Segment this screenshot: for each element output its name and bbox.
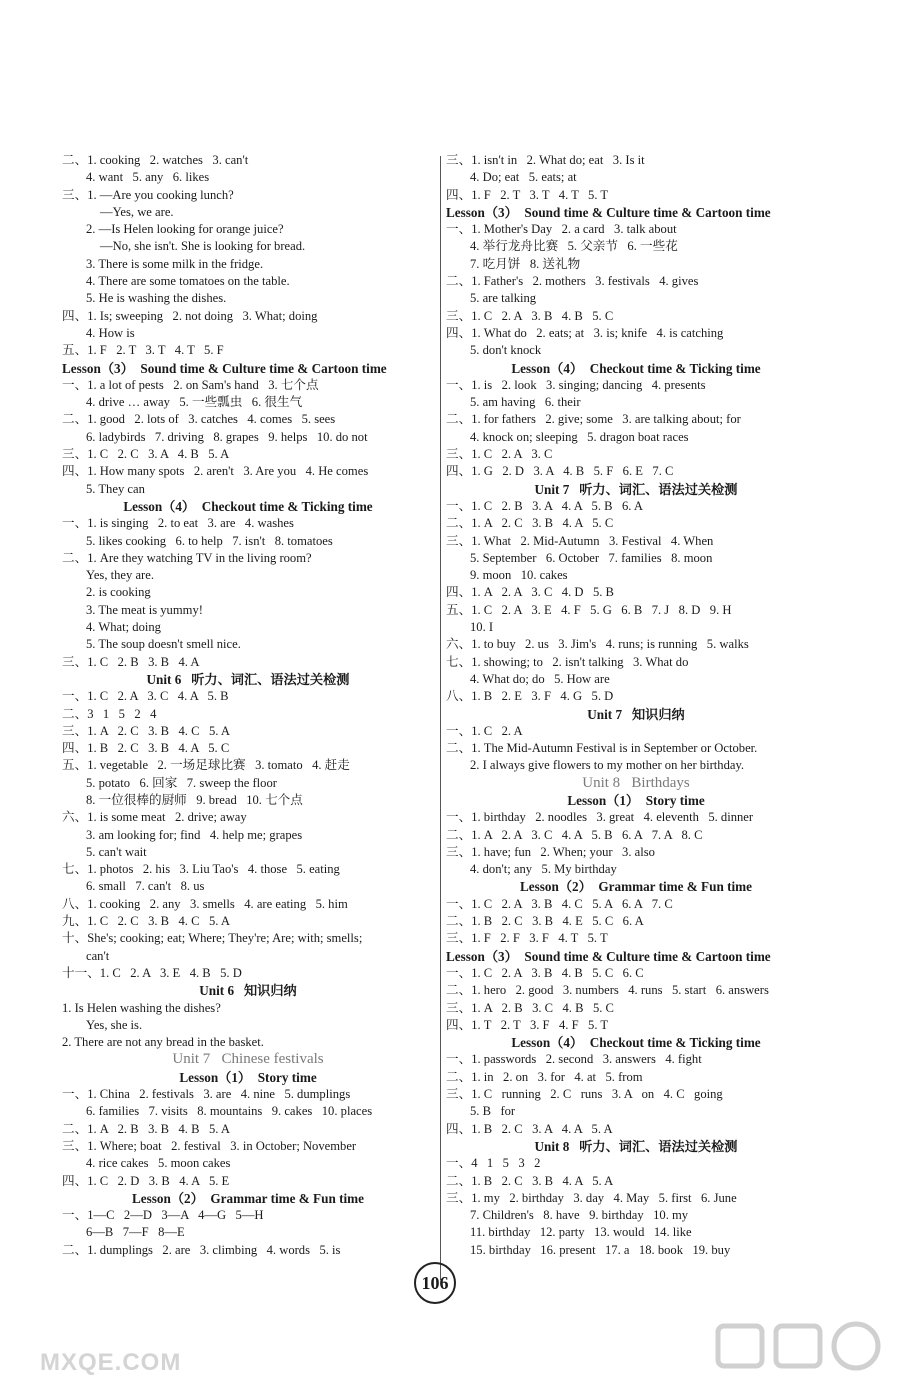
answer-line: 5. B for <box>470 1104 516 1119</box>
answer-line: 二、1. cooking 2. watches 3. can't <box>62 153 249 167</box>
answer-line: 四、1. B 2. C 3. B 4. A 5. C <box>62 741 230 756</box>
answer-line: 四、1. What do 2. eats; at 3. is; knife 4. is catching <box>446 325 724 340</box>
answer-line: 1. Is Helen washing the dishes? <box>62 1000 221 1015</box>
answer-line: 一、1. China 2. festivals 3. are 4. nine 5. dumplings <box>62 1087 351 1102</box>
page-number: 106 <box>414 1262 456 1304</box>
answer-line: 一、1. C 2. A 3. B 4. B 5. C 6. C <box>446 965 644 980</box>
answer-line: 4. rice cakes 5. moon cakes <box>86 1156 231 1171</box>
left-column <box>62 152 434 1259</box>
answer-line: 九、1. C 2. C 3. B 4. C 5. A <box>62 914 230 929</box>
answer-line: 3. am looking for; find 4. help me; grapes <box>86 827 303 842</box>
answer-line: 三、1. C 2. A 3. C <box>446 447 553 462</box>
section-heading: Lesson（1） Story time <box>567 792 705 808</box>
answer-line: 一、1. is 2. look 3. singing; dancing 4. presents <box>446 377 706 392</box>
answer-line: 二、1. dumplings 2. are 3. climbing 4. words 5. is <box>62 1242 341 1257</box>
answer-line: 三、1. isn't in 2. What do; eat 3. Is it <box>446 153 645 167</box>
answer-line: 7. Children's 8. have 9. birthday 10. my <box>470 1208 689 1223</box>
answer-line: 四、1. B 2. C 3. A 4. A 5. A <box>446 1121 613 1136</box>
answer-line: 一、1. a lot of pests 2. on Sam's hand 3. 七个点 <box>62 377 319 392</box>
answer-line: 一、1. C 2. A <box>446 723 523 738</box>
answer-line: 一、1. C 2. B 3. A 4. A 5. B 6. A <box>446 498 643 513</box>
answer-line: 4. There are some tomatoes on the table. <box>86 274 290 289</box>
answer-line: 4. 举行龙舟比赛 5. 父亲节 6. 一些花 <box>470 239 678 254</box>
answer-line: 二、1. in 2. on 3. for 4. at 5. from <box>446 1069 643 1084</box>
answer-line: 5. The soup doesn't smell nice. <box>86 637 241 652</box>
answer-line: 八、1. cooking 2. any 3. smells 4. are eating 5. him <box>62 896 348 911</box>
answer-line: 4. What; doing <box>86 620 161 635</box>
answer-line: 一、1. birthday 2. noodles 3. great 4. eleventh 5. dinner <box>446 810 754 825</box>
column-divider <box>440 156 441 1280</box>
answer-line: 三、1. C running 2. C runs 3. A on 4. C going <box>446 1087 723 1102</box>
answer-line: 二、1. The Mid-Autumn Festival is in September or October. <box>446 741 758 756</box>
answer-line: 六、1. is some meat 2. drive; away <box>62 810 247 825</box>
answer-line: 一、1. C 2. A 3. C 4. A 5. B <box>62 689 229 704</box>
answer-line: 四、1. Is; sweeping 2. not doing 3. What; doing <box>62 308 318 323</box>
section-heading: Unit 7 知识归纳 <box>587 706 685 722</box>
answer-line: 三、1. C 2. A 3. B 4. B 5. C <box>446 308 614 323</box>
section-heading: Unit 6 知识归纳 <box>199 983 297 999</box>
answer-line: —No, she isn't. She is looking for bread. <box>100 239 306 254</box>
answer-line: 6. families 7. visits 8. mountains 9. cakes 10. places <box>86 1104 373 1119</box>
answer-line: 三、1. C 2. B 3. B 4. A <box>62 654 200 669</box>
answer-line: 5. are talking <box>470 291 537 306</box>
answer-line: 六、1. to buy 2. us 3. Jim's 4. runs; is running 5. walks <box>446 637 749 652</box>
answer-line: 二、1. A 2. C 3. B 4. A 5. C <box>446 516 614 531</box>
answer-line: 7. 吃月饼 8. 送礼物 <box>470 256 581 271</box>
answer-line: 三、1. my 2. birthday 3. day 4. May 5. first 6. June <box>446 1190 737 1205</box>
answer-line: 5. They can <box>86 481 145 496</box>
answer-line: 四、1. G 2. D 3. A 4. B 5. F 6. E 7. C <box>446 464 674 479</box>
answer-line: 4. drive … away 5. 一些瓢虫 6. 很生气 <box>86 395 303 410</box>
answer-line: 四、1. C 2. D 3. B 4. A 5. E <box>62 1173 230 1188</box>
answer-line: 6. ladybirds 7. driving 8. grapes 9. helps 10. do not <box>86 429 368 444</box>
answer-line: 二、1. hero 2. good 3. numbers 4. runs 5. start 6. answers <box>446 983 769 998</box>
section-heading: Lesson（4） Checkout time & Ticking time <box>511 1035 761 1051</box>
answer-line: 4. knock on; sleeping 5. dragon boat races <box>470 429 689 444</box>
answer-line: 一、1. C 2. A 3. B 4. C 5. A 6. A 7. C <box>446 896 673 911</box>
answer-line: 9. moon 10. cakes <box>470 568 568 583</box>
answer-line: 一、1—C 2—D 3—A 4—G 5—H <box>62 1208 264 1223</box>
answer-line: 5. don't knock <box>470 343 542 358</box>
answer-line: 二、1. good 2. lots of 3. catches 4. comes 5. sees <box>62 412 336 427</box>
answer-line: 5. can't wait <box>86 844 147 859</box>
answer-line: 5. He is washing the dishes. <box>86 291 227 306</box>
answer-line: 五、1. C 2. A 3. E 4. F 5. G 6. B 7. J 8. D 9. H <box>446 602 732 617</box>
answer-line: 五、1. vegetable 2. 一场足球比赛 3. tomato 4. 赶走 <box>62 758 350 773</box>
answer-line: 三、1. —Are you cooking lunch? <box>62 187 234 202</box>
answer-line: 四、1. F 2. T 3. T 4. T 5. T <box>446 187 609 202</box>
answer-line: 三、1. A 2. B 3. C 4. B 5. C <box>446 1000 614 1015</box>
section-heading: Unit 8 听力、词汇、语法过关检测 <box>534 1138 738 1154</box>
answer-line: can't <box>86 948 110 963</box>
answer-line: 七、1. showing; to 2. isn't talking 3. What do <box>446 654 689 669</box>
answer-line: 5. September 6. October 7. families 8. moon <box>470 550 713 565</box>
unit-title: Unit 8 Birthdays <box>582 774 690 791</box>
answer-line: 3. There is some milk in the fridge. <box>86 256 264 271</box>
watermark-text: MXQE.COM <box>40 1349 182 1376</box>
section-heading: Unit 6 听力、词汇、语法过关检测 <box>146 671 350 687</box>
answer-line: 6. small 7. can't 8. us <box>86 879 205 894</box>
answer-line: 5. likes cooking 6. to help 7. isn't 8. tomatoes <box>86 533 333 548</box>
answer-line: 五、1. F 2. T 3. T 4. T 5. F <box>62 343 224 358</box>
section-heading: Lesson（4） Checkout time & Ticking time <box>511 360 761 376</box>
answer-line: 10. I <box>470 620 494 635</box>
section-heading: Lesson（3） Sound time & Culture time & Cartoon time <box>446 204 771 220</box>
answer-line: 一、1. Mother's Day 2. a card 3. talk about <box>446 222 677 237</box>
section-heading: Unit 7 听力、词汇、语法过关检测 <box>534 481 738 497</box>
answer-line: 二、1. Father's 2. mothers 3. festivals 4. gives <box>446 274 699 289</box>
answer-line: Yes, they are. <box>86 568 154 583</box>
answer-line: 十、She's; cooking; eat; Where; They're; Are; with; smells; <box>62 931 363 946</box>
answer-line: 2. —Is Helen looking for orange juice? <box>86 222 284 237</box>
answer-line: 一、1. passwords 2. second 3. answers 4. fight <box>446 1052 702 1067</box>
answer-line: 4. Do; eat 5. eats; at <box>470 170 577 185</box>
section-heading: Lesson（3） Sound time & Culture time & Cartoon time <box>62 360 387 376</box>
answer-line: 8. 一位很棒的厨师 9. bread 10. 七个点 <box>86 792 303 807</box>
answer-line: 二、1. Are they watching TV in the living room? <box>62 550 312 565</box>
answer-line: 二、1. for fathers 2. give; some 3. are talking about; for <box>446 412 741 427</box>
answer-line: 3. The meat is yummy! <box>86 602 203 617</box>
answer-line: 二、1. B 2. C 3. B 4. E 5. C 6. A <box>446 914 644 929</box>
answer-line: 4. What do; do 5. How are <box>470 671 610 686</box>
answer-line: 三、1. What 2. Mid-Autumn 3. Festival 4. When <box>446 533 714 548</box>
answer-line: 5. am having 6. their <box>470 395 581 410</box>
right-column <box>446 152 826 1259</box>
section-heading: Lesson（4） Checkout time & Ticking time <box>123 498 373 514</box>
answer-line: 二、1. B 2. C 3. B 4. A 5. A <box>446 1173 614 1188</box>
answer-line: 四、1. How many spots 2. aren't 3. Are you 4. He comes <box>62 464 369 479</box>
unit-title: Unit 7 Chinese festivals <box>172 1051 324 1068</box>
answer-line: 三、1. have; fun 2. When; your 3. also <box>446 844 655 859</box>
answer-line: 十一、1. C 2. A 3. E 4. B 5. D <box>62 965 242 980</box>
answer-line: 6—B 7—F 8—E <box>86 1225 185 1240</box>
answer-line: 11. birthday 12. party 13. would 14. like <box>470 1225 692 1240</box>
answer-line: 三、1. F 2. F 3. F 4. T 5. T <box>446 931 608 946</box>
answer-line: 5. potato 6. 回家 7. sweep the floor <box>86 775 277 790</box>
answer-line: 4. want 5. any 6. likes <box>86 170 210 185</box>
section-heading: Lesson（2） Grammar time & Fun time <box>520 879 752 895</box>
answer-line: 二、1. A 2. B 3. B 4. B 5. A <box>62 1121 230 1136</box>
answer-line: 一、1. is singing 2. to eat 3. are 4. washes <box>62 516 294 531</box>
answer-line: 八、1. B 2. E 3. F 4. G 5. D <box>446 689 614 704</box>
answer-line: 4. How is <box>86 325 135 340</box>
answer-line: 4. don't; any 5. My birthday <box>470 862 617 877</box>
answer-line: 二、3 1 5 2 4 <box>62 706 157 721</box>
section-heading: Lesson（3） Sound time & Culture time & Cartoon time <box>446 948 771 964</box>
section-heading: Lesson（2） Grammar time & Fun time <box>132 1190 364 1206</box>
section-heading: Lesson（1） Story time <box>179 1069 317 1085</box>
answer-line: 2. There are not any bread in the basket. <box>62 1035 264 1050</box>
answer-line: Yes, she is. <box>86 1017 143 1032</box>
answer-line: 2. is cooking <box>86 585 151 600</box>
answer-line: 四、1. T 2. T 3. F 4. F 5. T <box>446 1017 609 1032</box>
answer-line: —Yes, we are. <box>100 204 174 219</box>
answer-line: 三、1. A 2. C 3. B 4. C 5. A <box>62 723 230 738</box>
answer-line: 15. birthday 16. present 17. a 18. book 19. buy <box>470 1242 731 1257</box>
answer-line: 三、1. C 2. C 3. A 4. B 5. A <box>62 447 230 462</box>
answer-line: 七、1. photos 2. his 3. Liu Tao's 4. those 5. eating <box>62 862 340 877</box>
answer-line: 三、1. Where; boat 2. festival 3. in October; November <box>62 1138 357 1153</box>
watermark-logo <box>712 1318 890 1384</box>
answer-line: 四、1. A 2. A 3. C 4. D 5. B <box>446 585 614 600</box>
answer-line: 2. I always give flowers to my mother on her birthday. <box>470 758 745 773</box>
answer-line: 一、4 1 5 3 2 <box>446 1156 541 1171</box>
answer-line: 二、1. A 2. A 3. C 4. A 5. B 6. A 7. A 8. C <box>446 827 703 842</box>
